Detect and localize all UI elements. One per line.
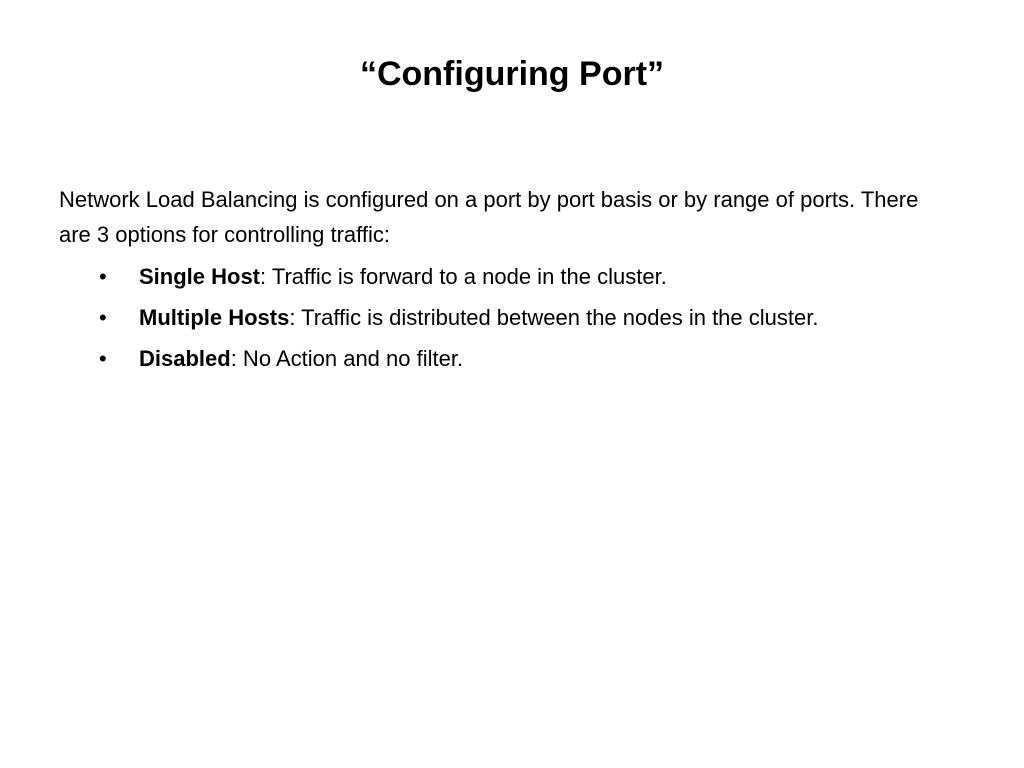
slide-title: “Configuring Port” — [359, 55, 665, 93]
bullet-icon: • — [99, 346, 107, 371]
option-term: Disabled — [139, 346, 231, 371]
options-list — [59, 256, 959, 379]
slide-body — [59, 182, 959, 379]
option-description: : Traffic is forward to a node in the cluster. — [260, 264, 667, 289]
option-single-host — [59, 256, 959, 297]
bullet-icon: • — [99, 305, 107, 330]
intro-paragraph: Network Load Balancing is configured on a port by port basis or by range of ports. There are 3 options for controlling traffic: — [59, 187, 919, 247]
option-term: Single Host — [139, 264, 261, 289]
option-description: : No Action and no filter. — [230, 346, 464, 371]
option-term: Multiple Hosts — [139, 305, 290, 330]
option-multiple-hosts — [59, 297, 959, 338]
option-disabled — [59, 338, 959, 379]
bullet-icon: • — [99, 264, 107, 289]
option-description: : Traffic is distributed between the nodes in the cluster. — [289, 305, 819, 330]
